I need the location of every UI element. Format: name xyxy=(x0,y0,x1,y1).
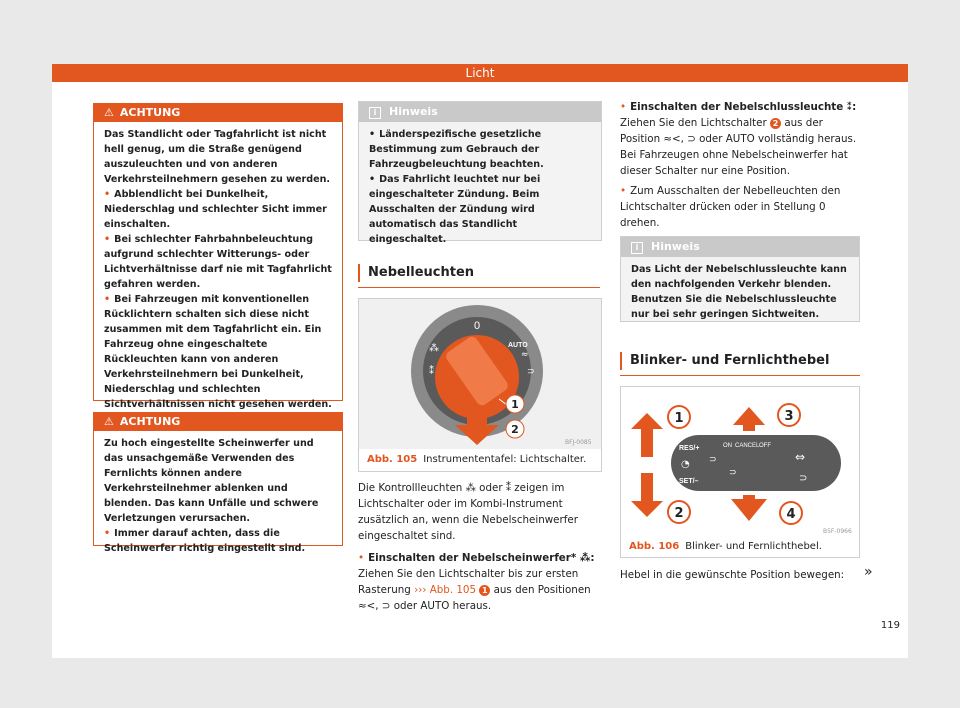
note-body xyxy=(621,257,859,322)
figure-105 xyxy=(358,298,602,472)
warning-intro: Das Standlicht oder Tagfahrlicht ist nicht hell genug, um die Straße genügend auszuleuchten und von anderen Verkehrsteilnehmern gesehen zu werden. xyxy=(104,129,331,185)
arrow-up-left xyxy=(631,413,663,457)
figure-caption-text: Instrumententafel: Lichtschalter. xyxy=(423,454,587,465)
rear-fog-paragraph xyxy=(620,99,860,231)
warning-item: • Bei Fahrzeugen mit konventionellen Rücklichtern schalten sich diese nicht zusammen mit dem Tagfahrlicht ein. Ein Fahrzeug ohne eingeschaltete Rückleuchten kann von anderen Verkehrsteilnehmern bei Dunkelheit, Niederschlag und schlechten Sichtverhältnissen nicht gesehen werden. xyxy=(104,294,332,410)
chapter-header: Licht xyxy=(52,64,908,82)
info-icon: i xyxy=(631,242,643,254)
section-title-indicator-stalk: Blinker- und Fernlichthebel xyxy=(620,352,829,370)
warning-triangle-icon: ⚠ xyxy=(104,106,114,119)
arrow-down-left xyxy=(631,473,663,517)
set-label: SET/– xyxy=(679,478,699,485)
headlight-flasher-icon: ⊃ xyxy=(799,473,808,484)
note-title: Hinweis xyxy=(389,105,438,118)
speedometer-icon: ◔ xyxy=(681,459,690,470)
high-beam-icon: ⊃ xyxy=(729,468,737,478)
figure-code: BFJ-0085 xyxy=(565,439,592,446)
fog-front-icon: ⁂ xyxy=(429,343,439,354)
warning-triangle-icon: ⚠ xyxy=(104,415,114,428)
note-text: Das Licht der Nebelschlussleuchte kann den nachfolgenden Verkehr blenden. Benutzen Sie die Nebelschlussleuchte nur bei sehr geringen Sichtweiten. xyxy=(631,264,847,320)
fog-rear-icon: ⁑ xyxy=(429,366,434,377)
note-item: • Das Fahrlicht leuchtet nur bei eingeschalteter Zündung. Beim Ausschalten der Zündung wird automatisch das Standlicht eingeschaltet. xyxy=(369,174,541,245)
list-item-fog-front: • Einschalten der Nebelscheinwerfer* ⁂: xyxy=(358,552,595,564)
warning-title: ACHTUNG xyxy=(119,106,181,119)
callout-2-label: 2 xyxy=(674,506,684,521)
arrow-down-right xyxy=(731,495,767,521)
bullet-icon: • xyxy=(104,234,111,245)
bullet-icon: • xyxy=(104,189,111,200)
callout-3-label: 3 xyxy=(784,409,794,424)
callout-ref-1: 1 xyxy=(479,585,490,596)
section-underline xyxy=(358,287,600,288)
list-item-fog-off: • Zum Ausschalten der Nebelleuchten den Lichtschalter drücken oder in Stellung 0 drehen. xyxy=(620,185,841,229)
stalk-illustration xyxy=(621,387,859,537)
figure-reference-link[interactable]: ››› Abb. 105 xyxy=(414,584,477,596)
figure-code: B5F-0966 xyxy=(823,528,852,535)
bullet-icon: • xyxy=(358,552,365,564)
bullet-icon: • xyxy=(104,294,111,305)
turn-signal-icon: ⇔ xyxy=(795,450,806,464)
list-item-fog-rear: • Einschalten der Nebelschlussleuchte ⁑: xyxy=(620,101,857,113)
fog-front-instructions: Ziehen Sie den Lichtschalter bis zur ersten Rasterung ››› Abb. 105 1 aus den Positionen ≈<, ⊃ oder AUTO heraus. xyxy=(358,568,591,612)
warning-box-headlights xyxy=(93,412,343,554)
note-box-rear-fog xyxy=(620,236,860,322)
arrow-up-right xyxy=(733,407,765,431)
warning-header xyxy=(94,413,342,431)
fog-rear-instructions: Ziehen Sie den Lichtschalter 2 aus der Position ≈<, ⊃ oder AUTO vollständig heraus. Bei Fahrzeugen ohne Nebelscheinwerfer hat dieser Schalter nur eine Position. xyxy=(620,117,857,177)
warning-intro: Zu hoch eingestellte Scheinwerfer und das unsachgemäße Verwenden des Fernlichts können andere Verkehrsteilnehmer ablenken und blenden. Das kann Unfälle und schwere Verletzungen verursachen. xyxy=(104,438,319,524)
warning-item: • Bei schlechter Fahrbahnbeleuchtung aufgrund schlechter Witterungs- oder Lichtverhältnisse darf nie mit Tagfahrlicht gefahren werden. xyxy=(104,234,332,290)
note-box-regulations xyxy=(358,101,602,245)
callout-2-label: 2 xyxy=(511,423,519,436)
continued-marker: » xyxy=(864,564,873,580)
callout-ref-2: 2 xyxy=(770,118,781,129)
res-label: RES/+ xyxy=(679,445,700,452)
note-body xyxy=(359,122,601,247)
info-icon: i xyxy=(369,107,381,119)
note-item: • Länderspezifische gesetzliche Bestimmung zum Gebrauch der Fahrzeugbeleuchtung beachten. xyxy=(369,129,544,170)
parking-light-icon: ≈ xyxy=(521,350,529,360)
figure-caption xyxy=(367,453,586,467)
bullet-icon: • xyxy=(620,185,627,197)
bullet-icon: • xyxy=(369,174,376,185)
light-switch-svg xyxy=(359,299,601,449)
light-switch-illustration xyxy=(359,299,601,449)
note-header xyxy=(359,102,601,122)
lane-assist-icon: ⊃ xyxy=(709,455,717,465)
low-beam-icon: ⊃ xyxy=(527,367,535,377)
note-title: Hinweis xyxy=(651,240,700,253)
page-number: 119 xyxy=(880,620,900,631)
bullet-icon: • xyxy=(104,528,111,539)
figure-number: Abb. 106 xyxy=(629,541,680,552)
position-zero-label: 0 xyxy=(473,320,481,332)
figure-106 xyxy=(620,386,860,558)
off-label: OFF xyxy=(759,443,771,449)
callout-1-label: 1 xyxy=(511,398,519,411)
section-underline xyxy=(620,375,860,376)
warning-body xyxy=(94,431,342,556)
section-title-fog-lights: Nebelleuchten xyxy=(358,264,474,282)
stalk-svg xyxy=(621,387,859,537)
warning-item: • Abblendlicht bei Dunkelheit, Niederschlag und schlechter Sicht immer einschalten. xyxy=(104,189,327,230)
bullet-icon: • xyxy=(369,129,376,140)
callout-1-label: 1 xyxy=(674,411,684,426)
warning-header xyxy=(94,104,342,122)
warning-item: • Immer darauf achten, dass die Scheinwerfer richtig eingestellt sind. xyxy=(104,528,306,554)
warning-title: ACHTUNG xyxy=(119,415,181,428)
cancel-label: CANCEL xyxy=(735,443,760,449)
warning-body xyxy=(94,122,342,412)
callout-4-label: 4 xyxy=(786,507,796,522)
position-auto-label: AUTO xyxy=(508,342,528,349)
figure-number: Abb. 105 xyxy=(367,454,418,465)
warning-box-daylight xyxy=(93,103,343,410)
on-label: ON xyxy=(723,443,732,449)
figure-caption-text: Blinker- und Fernlichthebel. xyxy=(685,541,822,552)
figure-caption xyxy=(629,540,822,554)
note-header xyxy=(621,237,859,257)
bullet-icon: • xyxy=(620,101,627,113)
fog-indicator-paragraph: Die Kontrollleuchten ⁂ oder ⁑ zeigen im Lichtschalter oder im Kombi-Instrument zusätzlich an, wenn die Nebelscheinwerfer eingeschaltet sind. • Einschalten der Nebelscheinwerfer* ⁂: Ziehen Sie den Lichtschalter bis zur ersten Rasterung ››› Abb. 105 1 aus den Positionen ≈<, ⊃ oder AUTO heraus. xyxy=(358,480,600,614)
stalk-instruction: Hebel in die gewünschte Position bewegen: xyxy=(620,569,845,581)
